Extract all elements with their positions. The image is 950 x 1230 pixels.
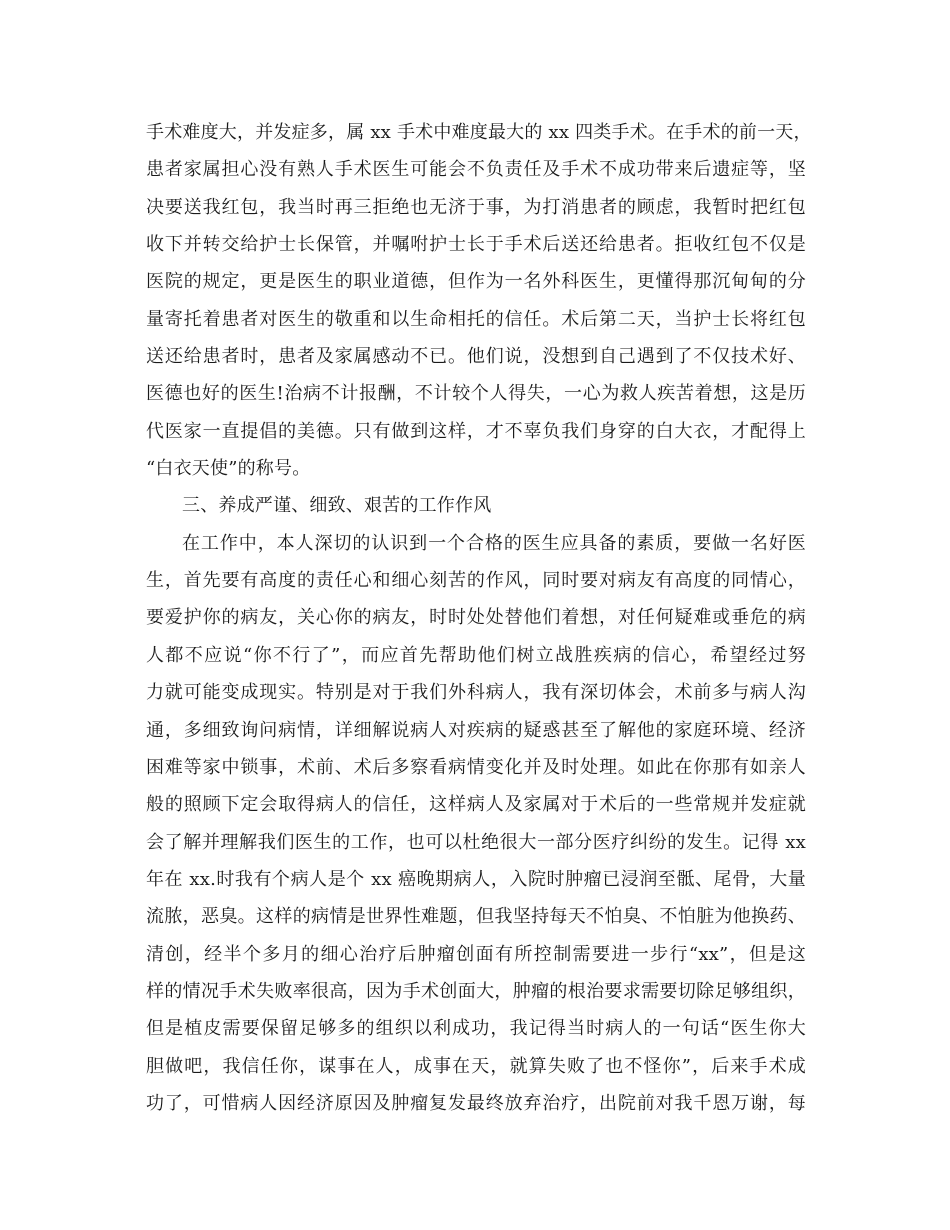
text-line: 手术难度大，并发症多，属 xx 手术中难度最大的 xx 四类手术。在手术的前一天，	[146, 122, 812, 143]
text-line: 医德也好的医生!治病不计报酬，不计较个人得失，一心为救人疾苦着想，这是历	[146, 383, 806, 405]
text-line: 人都不应说“你不行了”，而应首先帮助他们树立战胜疾病的信心，希望经过努	[146, 644, 806, 666]
text-line: 力就可能变成现实。特别是对于我们外科病人，我有深切体会，术前多与病人沟	[146, 682, 806, 704]
text-line: “白衣天使”的称号。	[146, 458, 311, 480]
text-line: 通，多细致询问病情，详细解说病人对疾病的疑惑甚至了解他的家庭环境、经济	[146, 719, 806, 741]
text-line: 要爱护你的病友，关心你的病友，时时处处替他们着想，对任何疑难或垂危的病	[146, 607, 806, 629]
text-line: 般的照顾下定会取得病人的信任，这样病人及家属对于术后的一些常规并发症就	[146, 794, 806, 816]
text-line: 量寄托着患者对医生的敬重和以生命相托的信任。术后第二天，当护士长将红包	[146, 308, 806, 330]
text-line: 代医家一直提倡的美德。只有做到这样，才不辜负我们身穿的白大衣，才配得上	[146, 420, 806, 442]
section-heading: 三、养成严谨、细致、艰苦的工作作风	[182, 495, 492, 517]
text-line: 年在 xx.时我有个病人是个 xx 癌晚期病人，入院时肿瘤已浸润至骶、尾骨，大量	[146, 868, 806, 890]
text-line: 送还给患者时，患者及家属感动不已。他们说，没想到自己遇到了不仅技术好、	[146, 346, 806, 368]
text-line: 收下并转交给护士长保管，并嘱咐护士长于手术后送还给患者。拒收红包不仅是	[146, 234, 806, 256]
text-line: 流脓，恶臭。这样的病情是世界性难题，但我坚持每天不怕臭、不怕脏为他换药、	[146, 906, 806, 928]
text-line: 患者家属担心没有熟人手术医生可能会不负责任及手术不成功带来后遗症等，坚	[146, 159, 806, 181]
text-line: 生，首先要有高度的责任心和细心刻苦的作风，同时要对病友有高度的同情心，	[146, 570, 806, 592]
text-line: 但是植皮需要保留足够多的组织以利成功，我记得当时病人的一句话“医生你大	[146, 1018, 806, 1040]
text-line: 会了解并理解我们医生的工作，也可以杜绝很大一部分医疗纠纷的发生。记得 xx	[146, 831, 806, 853]
text-line: 样的情况手术失败率很高，因为手术创面大，肿瘤的根治要求需要切除足够组织，	[146, 980, 806, 1002]
text-line: 困难等家中锁事，术前、术后多察看病情变化并及时处理。如此在你那有如亲人	[146, 756, 806, 778]
text-line: 决要送我红包，我当时再三拒绝也无济于事，为打消患者的顾虑，我暂时把红包	[146, 196, 806, 218]
text-line: 清创，经半个多月的细心治疗后肿瘤创面有所控制需要进一步行“xx”，但是这	[146, 943, 806, 965]
text-line: 功了，可惜病人因经济原因及肿瘤复发最终放弃治疗，出院前对我千恩万谢，每	[146, 1092, 806, 1114]
document-body	[146, 114, 812, 1122]
text-line: 胆做吧，我信任你，谋事在人，成事在天，就算失败了也不怪你”，后来手术成	[146, 1055, 806, 1077]
text-line: 医院的规定，更是医生的职业道德，但作为一名外科医生，更懂得那沉甸甸的分	[146, 271, 806, 293]
text-line: 在工作中，本人深切的认识到一个合格的医生应具备的素质，要做一名好医	[182, 532, 806, 554]
